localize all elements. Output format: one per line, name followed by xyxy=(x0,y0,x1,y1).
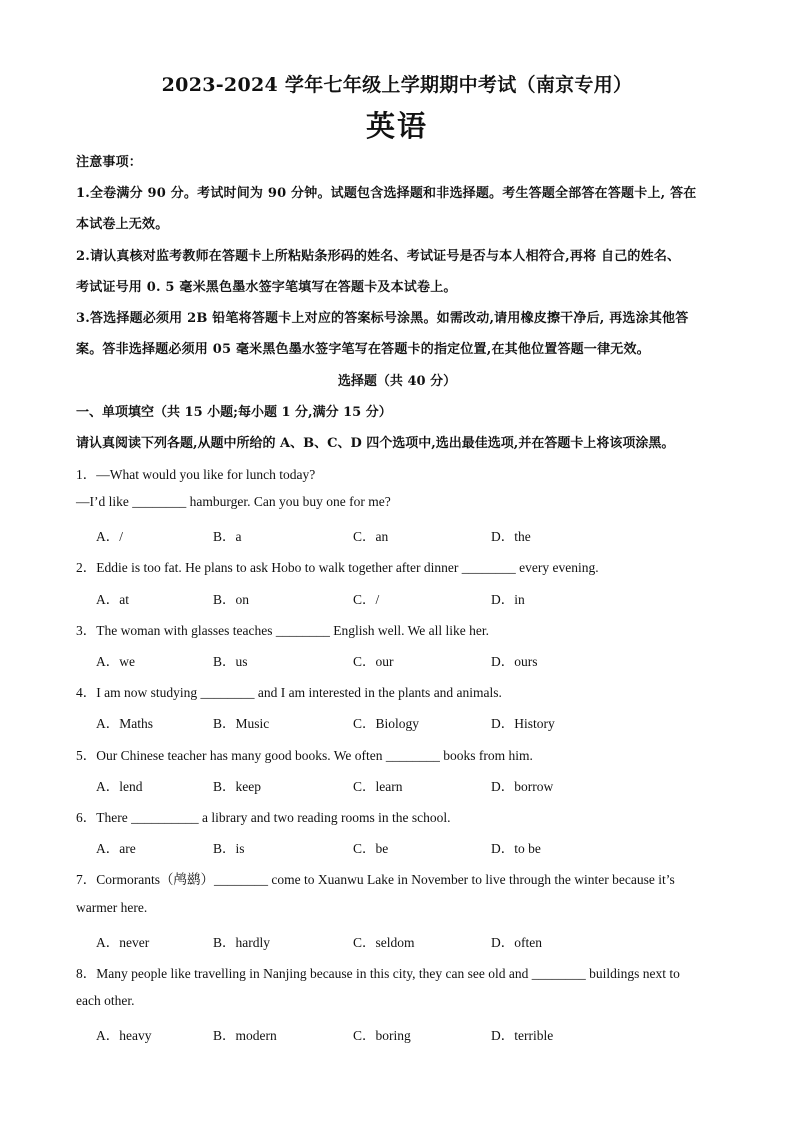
option-row xyxy=(96,1024,656,1042)
option-b: B．a xyxy=(213,529,242,544)
notice-line: 2.请认真核对监考教师在答题卡上所粘贴条形码的姓名、考试证号是否与本人相符合,再将 自己的姓名、 xyxy=(76,249,681,264)
question-text: 1．—What would you like for lunch today? xyxy=(76,467,316,482)
question-text: —I’d like ________ hamburger. Can you buy one for me? xyxy=(76,494,391,509)
option-a: A．never xyxy=(96,935,150,950)
option-d: D．terrible xyxy=(491,1028,554,1043)
notice-heading: 注意事项： xyxy=(76,155,143,170)
option-d: D．the xyxy=(491,529,531,544)
option-d: D．ours xyxy=(491,654,538,669)
option-c: C．seldom xyxy=(353,935,415,950)
option-a: A．heavy xyxy=(96,1028,152,1043)
question-text: 6．There __________ a library and two reading rooms in the school. xyxy=(76,810,451,825)
section-title: 选择题（共 40 分） xyxy=(337,374,457,389)
option-a: A．/ xyxy=(96,529,123,544)
part-title: 一、单项填空（共 15 小题;每小题 1 分,满分 15 分） xyxy=(76,405,392,420)
option-d: D．to be xyxy=(491,841,541,856)
option-c: C．an xyxy=(353,529,389,544)
option-b: B．is xyxy=(213,841,245,856)
option-row xyxy=(96,650,656,668)
option-b: B．modern xyxy=(213,1028,277,1043)
option-b: B．on xyxy=(213,592,250,607)
question-text: 2．Eddie is too fat. He plans to ask Hobo to walk together after dinner ________ every evening. xyxy=(76,560,599,575)
option-a: A．we xyxy=(96,654,135,669)
option-c: C．/ xyxy=(353,592,380,607)
option-c: C．Biology xyxy=(353,716,420,731)
part-instruction: 请认真阅读下列各题,从题中所给的 A、B、C、D 四个选项中,选出最佳选项,并在答题卡上将该项涂黑。 xyxy=(76,436,675,451)
option-d: D．History xyxy=(491,716,555,731)
option-b: B．Music xyxy=(213,716,270,731)
question-text: 8．Many people like travelling in Nanjing because in this city, they can see old and ________ buildings next to xyxy=(76,966,680,981)
option-row xyxy=(96,837,656,855)
question-text: 3．The woman with glasses teaches ________ English well. We all like her. xyxy=(76,623,489,638)
option-row xyxy=(96,588,656,606)
option-row xyxy=(96,525,656,543)
option-c: C．learn xyxy=(353,779,403,794)
option-b: B．hardly xyxy=(213,935,270,950)
option-a: A．lend xyxy=(96,779,143,794)
notice-line: 3.答选择题必须用 2B 铅笔将答题卡上对应的答案标号涂黑。如需改动,请用橡皮擦干净后, 再选涂其他答 xyxy=(76,311,689,326)
notice-line: 考试证号用 0. 5 毫米黑色墨水签字笔填写在答题卡及本试卷上。 xyxy=(76,280,457,295)
option-row xyxy=(96,931,656,949)
notice-line: 本试卷上无效。 xyxy=(76,217,169,232)
option-d: D．in xyxy=(491,592,525,607)
option-b: B．keep xyxy=(213,779,261,794)
option-d: D．borrow xyxy=(491,779,554,794)
subject-title: 英语 xyxy=(365,109,428,143)
option-c: C．our xyxy=(353,654,394,669)
question-text: 4．I am now studying ________ and I am interested in the plants and animals. xyxy=(76,685,502,700)
option-a: A．Maths xyxy=(96,716,153,731)
notice-line: 1.全卷满分 90 分。考试时间为 90 分钟。试题包含选择题和非选择题。考生答题全部答在答题卡上, 答在 xyxy=(76,186,697,201)
option-c: C．be xyxy=(353,841,389,856)
question-text: each other. xyxy=(76,993,135,1008)
option-a: A．are xyxy=(96,841,136,856)
option-c: C．boring xyxy=(353,1028,411,1043)
option-a: A．at xyxy=(96,592,129,607)
question-text: warmer here. xyxy=(76,900,148,915)
option-d: D．often xyxy=(491,935,542,950)
option-row xyxy=(96,775,656,793)
option-row xyxy=(96,712,656,730)
notice-line: 案。答非选择题必须用 05 毫米黑色墨水签字笔写在答题卡的指定位置,在其他位置答题一律无效。 xyxy=(76,342,650,357)
question-text: 7．Cormorants（鸬鹚）________ come to Xuanwu Lake in November to live through the winter because it’s xyxy=(76,872,675,887)
exam-title: 2023-2024 学年七年级上学期期中考试（南京专用） xyxy=(161,74,633,96)
question-text: 5．Our Chinese teacher has many good books. We often ________ books from him. xyxy=(76,748,533,763)
option-b: B．us xyxy=(213,654,248,669)
